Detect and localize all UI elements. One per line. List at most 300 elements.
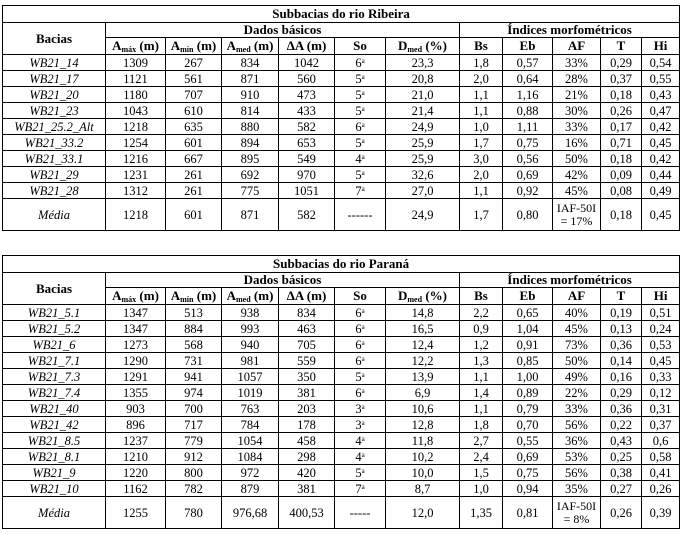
so-ordinal: a — [361, 104, 365, 113]
bs-cell: 1,1 — [460, 369, 503, 385]
so-value: 7 — [355, 183, 362, 198]
eb-cell: 1,00 — [503, 369, 553, 385]
so-ordinal: a — [361, 168, 365, 177]
bs-cell: 1,0 — [460, 119, 503, 135]
table-row — [3, 119, 680, 135]
af-cell: 36% — [553, 433, 601, 449]
amax-cell: 1216 — [106, 151, 166, 167]
so-value: 5 — [355, 71, 362, 86]
mean-t-cell: 0,26 — [601, 497, 642, 529]
table-row — [3, 449, 680, 465]
so-ordinal: a — [361, 418, 365, 427]
basin-name-cell: WB21_14 — [3, 55, 106, 71]
so-ordinal: a — [361, 88, 365, 97]
amax-cell: 1355 — [106, 385, 166, 401]
eb-cell: 0,57 — [503, 55, 553, 71]
amed-cell: 981 — [222, 353, 279, 369]
col-header-amed: $A_{med}$ (m) — [222, 288, 279, 305]
basin-name-cell: WB21_28 — [3, 183, 106, 199]
da-cell: 559 — [279, 353, 335, 369]
af-cell: 53% — [553, 449, 601, 465]
mean-bs-cell: 1,7 — [460, 199, 503, 231]
amed-cell: 938 — [222, 305, 279, 321]
basin-name-cell: WB21_6 — [3, 337, 106, 353]
col-header-amax: $A_{máx}$ (m) — [106, 38, 166, 55]
t-cell: 0,08 — [601, 183, 642, 199]
bs-cell: 2,0 — [460, 167, 503, 183]
da-cell: 473 — [279, 87, 335, 103]
mean-so-cell: ----- — [335, 497, 386, 529]
eb-cell: 0,65 — [503, 305, 553, 321]
af-cell: 21% — [553, 87, 601, 103]
af-cell: 33% — [553, 401, 601, 417]
amax-cell: 896 — [106, 417, 166, 433]
t-cell: 0,16 — [601, 369, 642, 385]
basin-name-cell: WB21_5.2 — [3, 321, 106, 337]
amed-cell: 1019 — [222, 385, 279, 401]
af-cell: 45% — [553, 183, 601, 199]
so-cell — [335, 433, 386, 449]
eb-cell: 0,91 — [503, 337, 553, 353]
so-value: 5 — [355, 135, 362, 150]
col-header-bs: Bs — [460, 38, 503, 55]
col-header-af: AF — [553, 38, 601, 55]
hi-cell: 0,6 — [642, 433, 680, 449]
dmed-cell: 32,6 — [386, 167, 460, 183]
group-header-indices: Índices morfométricos — [460, 273, 680, 288]
bs-cell: 3,0 — [460, 151, 503, 167]
so-cell — [335, 151, 386, 167]
so-ordinal: a — [361, 338, 365, 347]
dmed-cell: 21,4 — [386, 103, 460, 119]
amed-cell: 784 — [222, 417, 279, 433]
basin-name-cell: WB21_23 — [3, 103, 106, 119]
col-header-amin: $A_{mín}$ (m) — [166, 38, 222, 55]
amin-cell: 707 — [166, 87, 222, 103]
eb-cell: 0,94 — [503, 481, 553, 497]
hi-cell: 0,43 — [642, 87, 680, 103]
amax-cell: 1290 — [106, 353, 166, 369]
table-row — [3, 337, 680, 353]
amax-cell: 1254 — [106, 135, 166, 151]
col-header-bs: Bs — [460, 288, 503, 305]
so-value: 4 — [355, 449, 362, 464]
af-cell: 40% — [553, 305, 601, 321]
da-cell: 350 — [279, 369, 335, 385]
dmed-cell: 20,8 — [386, 71, 460, 87]
eb-cell: 0,70 — [503, 417, 553, 433]
amax-cell: 1291 — [106, 369, 166, 385]
so-cell — [335, 167, 386, 183]
so-cell — [335, 417, 386, 433]
bs-cell: 1,1 — [460, 87, 503, 103]
hi-cell: 0,24 — [642, 321, 680, 337]
t-cell: 0,17 — [601, 119, 642, 135]
bs-cell: 2,4 — [460, 449, 503, 465]
table-row — [3, 135, 680, 151]
bs-cell: 1,7 — [460, 135, 503, 151]
amax-cell: 1210 — [106, 449, 166, 465]
mean-amax-cell: 1218 — [106, 199, 166, 231]
t-cell: 0,29 — [601, 55, 642, 71]
amed-cell: 775 — [222, 183, 279, 199]
hi-cell: 0,51 — [642, 305, 680, 321]
hi-cell: 0,37 — [642, 417, 680, 433]
eb-cell: 0,92 — [503, 183, 553, 199]
col-header-bacias: Bacias — [3, 273, 106, 305]
dmed-cell: 6,9 — [386, 385, 460, 401]
hi-cell: 0,45 — [642, 353, 680, 369]
basin-name-cell: WB21_20 — [3, 87, 106, 103]
amin-cell: 561 — [166, 71, 222, 87]
so-value: 5 — [355, 167, 362, 182]
da-cell: 381 — [279, 481, 335, 497]
so-value: 6 — [355, 305, 362, 320]
col-header-so: So — [335, 38, 386, 55]
table-row — [3, 369, 680, 385]
table-row — [3, 433, 680, 449]
t-cell: 0,38 — [601, 465, 642, 481]
af-cell: 45% — [553, 321, 601, 337]
t-cell: 0,13 — [601, 321, 642, 337]
so-ordinal: a — [361, 402, 365, 411]
so-ordinal: a — [361, 386, 365, 395]
so-ordinal: a — [361, 450, 365, 459]
basin-name-cell: WB21_29 — [3, 167, 106, 183]
hi-cell: 0,42 — [642, 151, 680, 167]
bs-cell: 2,7 — [460, 433, 503, 449]
da-cell: 381 — [279, 385, 335, 401]
t-cell: 0,26 — [601, 103, 642, 119]
col-header-amax: $A_{máx}$ (m) — [106, 288, 166, 305]
mean-bs-cell: 1,35 — [460, 497, 503, 529]
mean-t-cell: 0,18 — [601, 199, 642, 231]
so-value: 6 — [355, 337, 362, 352]
col-header-hi: Hi — [642, 38, 680, 55]
group-header-indices: Índices morfométricos — [460, 23, 680, 38]
amax-cell: 1273 — [106, 337, 166, 353]
so-value: 3 — [355, 401, 362, 416]
basin-name-cell: WB21_8.1 — [3, 449, 106, 465]
eb-cell: 1,11 — [503, 119, 553, 135]
bs-cell: 2,0 — [460, 71, 503, 87]
eb-cell: 0,64 — [503, 71, 553, 87]
af-cell: 56% — [553, 417, 601, 433]
mean-af-cell: IAF-50I = 17% — [553, 199, 601, 231]
eb-cell: 0,75 — [503, 135, 553, 151]
eb-cell: 0,56 — [503, 151, 553, 167]
mean-row — [3, 199, 680, 231]
so-ordinal: a — [361, 482, 365, 491]
dmed-cell: 27,0 — [386, 183, 460, 199]
af-cell: 22% — [553, 385, 601, 401]
mean-dmed-cell: 12,0 — [386, 497, 460, 529]
da-cell: 203 — [279, 401, 335, 417]
so-cell — [335, 401, 386, 417]
bs-cell: 1,0 — [460, 481, 503, 497]
hi-cell: 0,12 — [642, 385, 680, 401]
basin-name-cell: WB21_33.2 — [3, 135, 106, 151]
da-cell: 549 — [279, 151, 335, 167]
col-header-amed: $A_{med}$ (m) — [222, 38, 279, 55]
hi-cell: 0,44 — [642, 167, 680, 183]
da-cell: 560 — [279, 71, 335, 87]
table-row — [3, 353, 680, 369]
bs-cell: 1,2 — [460, 337, 503, 353]
mean-dmed-cell: 24,9 — [386, 199, 460, 231]
mean-eb-cell: 0,81 — [503, 497, 553, 529]
da-cell: 463 — [279, 321, 335, 337]
da-cell: 178 — [279, 417, 335, 433]
af-cell: 35% — [553, 481, 601, 497]
so-value: 6 — [355, 55, 362, 70]
so-cell — [335, 465, 386, 481]
dmed-cell: 21,0 — [386, 87, 460, 103]
table-row — [3, 385, 680, 401]
af-cell: 33% — [553, 119, 601, 135]
dmed-cell: 12,2 — [386, 353, 460, 369]
so-cell — [335, 71, 386, 87]
basin-name-cell: WB21_7.3 — [3, 369, 106, 385]
amed-cell: 940 — [222, 337, 279, 353]
basin-name-cell: WB21_8.5 — [3, 433, 106, 449]
mean-amax-cell: 1255 — [106, 497, 166, 529]
so-cell — [335, 353, 386, 369]
t-cell: 0,36 — [601, 337, 642, 353]
da-cell: 298 — [279, 449, 335, 465]
col-header-hi: Hi — [642, 288, 680, 305]
bs-cell: 1,5 — [460, 465, 503, 481]
af-cell: 42% — [553, 167, 601, 183]
hi-cell: 0,58 — [642, 449, 680, 465]
mean-row — [3, 497, 680, 529]
amin-cell: 782 — [166, 481, 222, 497]
t-cell: 0,19 — [601, 305, 642, 321]
bs-cell: 0,9 — [460, 321, 503, 337]
so-ordinal: a — [361, 136, 365, 145]
amed-cell: 692 — [222, 167, 279, 183]
col-header-so: So — [335, 288, 386, 305]
amed-cell: 880 — [222, 119, 279, 135]
dmed-cell: 10,2 — [386, 449, 460, 465]
hi-cell: 0,49 — [642, 183, 680, 199]
t-cell: 0,29 — [601, 385, 642, 401]
dmed-cell: 24,9 — [386, 119, 460, 135]
t-cell: 0,18 — [601, 87, 642, 103]
amin-cell: 941 — [166, 369, 222, 385]
col-header-eb: Eb — [503, 38, 553, 55]
hi-cell: 0,54 — [642, 55, 680, 71]
dmed-cell: 14,8 — [386, 305, 460, 321]
col-header-delta-a: ΔA (m) — [279, 288, 335, 305]
so-value: 6 — [355, 119, 362, 134]
dmed-cell: 12,8 — [386, 417, 460, 433]
so-value: 4 — [355, 151, 362, 166]
so-value: 3 — [355, 417, 362, 432]
dmed-cell: 10,0 — [386, 465, 460, 481]
mean-amin-cell: 601 — [166, 199, 222, 231]
amed-cell: 1054 — [222, 433, 279, 449]
so-ordinal: a — [361, 56, 365, 65]
dmed-cell: 23,3 — [386, 55, 460, 71]
table-row — [3, 465, 680, 481]
col-header-t: T — [601, 38, 642, 55]
so-ordinal: a — [361, 322, 365, 331]
dmed-cell: 11,8 — [386, 433, 460, 449]
bs-cell: 1,1 — [460, 183, 503, 199]
so-value: 5 — [355, 87, 362, 102]
amax-cell: 1347 — [106, 305, 166, 321]
amin-cell: 267 — [166, 55, 222, 71]
so-cell — [335, 55, 386, 71]
bs-cell: 1,4 — [460, 385, 503, 401]
table-row — [3, 481, 680, 497]
col-header-t: T — [601, 288, 642, 305]
amax-cell: 1043 — [106, 103, 166, 119]
mean-amed-cell: 871 — [222, 199, 279, 231]
eb-cell: 0,89 — [503, 385, 553, 401]
amed-cell: 895 — [222, 151, 279, 167]
bs-cell: 1,3 — [460, 353, 503, 369]
col-header-delta-a: ΔA (m) — [279, 38, 335, 55]
t-cell: 0,09 — [601, 167, 642, 183]
amed-cell: 972 — [222, 465, 279, 481]
amax-cell: 1347 — [106, 321, 166, 337]
basin-name-cell: WB21_33.1 — [3, 151, 106, 167]
amin-cell: 568 — [166, 337, 222, 353]
table-row — [3, 151, 680, 167]
basin-name-cell: WB21_7.1 — [3, 353, 106, 369]
table-row — [3, 71, 680, 87]
amin-cell: 884 — [166, 321, 222, 337]
hi-cell: 0,31 — [642, 401, 680, 417]
amin-cell: 912 — [166, 449, 222, 465]
group-header-basic: Dados básicos — [106, 23, 460, 38]
table-row — [3, 55, 680, 71]
amed-cell: 871 — [222, 71, 279, 87]
amin-cell: 800 — [166, 465, 222, 481]
af-cell: 50% — [553, 353, 601, 369]
af-cell: 49% — [553, 369, 601, 385]
basin-name-cell: WB21_10 — [3, 481, 106, 497]
t-cell: 0,18 — [601, 151, 642, 167]
amin-cell: 717 — [166, 417, 222, 433]
so-value: 5 — [355, 465, 362, 480]
amax-cell: 1162 — [106, 481, 166, 497]
eb-cell: 0,55 — [503, 433, 553, 449]
t-cell: 0,71 — [601, 135, 642, 151]
so-cell — [335, 87, 386, 103]
eb-cell: 0,69 — [503, 167, 553, 183]
af-cell: 28% — [553, 71, 601, 87]
so-cell — [335, 321, 386, 337]
t-cell: 0,43 — [601, 433, 642, 449]
amed-cell: 814 — [222, 103, 279, 119]
t-cell: 0,37 — [601, 71, 642, 87]
t-cell: 0,14 — [601, 353, 642, 369]
amin-cell: 635 — [166, 119, 222, 135]
amed-cell: 1057 — [222, 369, 279, 385]
so-ordinal: a — [361, 152, 365, 161]
da-cell: 458 — [279, 433, 335, 449]
dmed-cell: 13,9 — [386, 369, 460, 385]
af-cell: 56% — [553, 465, 601, 481]
so-cell — [335, 449, 386, 465]
so-ordinal: a — [361, 370, 365, 379]
so-cell — [335, 481, 386, 497]
amax-cell: 1121 — [106, 71, 166, 87]
so-ordinal: a — [361, 354, 365, 363]
basin-name-cell: WB21_7.4 — [3, 385, 106, 401]
basin-name-cell: WB21_25.2_Alt — [3, 119, 106, 135]
da-cell: 420 — [279, 465, 335, 481]
amax-cell: 1218 — [106, 119, 166, 135]
dmed-cell: 25,9 — [386, 135, 460, 151]
table-row — [3, 87, 680, 103]
eb-cell: 0,79 — [503, 401, 553, 417]
mean-label-cell: Média — [3, 199, 106, 231]
table-row — [3, 103, 680, 119]
table-row — [3, 305, 680, 321]
t-cell: 0,36 — [601, 401, 642, 417]
mean-eb-cell: 0,80 — [503, 199, 553, 231]
af-cell: 33% — [553, 55, 601, 71]
eb-cell: 0,69 — [503, 449, 553, 465]
col-header-af: AF — [553, 288, 601, 305]
bs-cell: 1,1 — [460, 103, 503, 119]
table-row — [3, 183, 680, 199]
hi-cell: 0,26 — [642, 481, 680, 497]
amax-cell: 1312 — [106, 183, 166, 199]
table-row — [3, 401, 680, 417]
basin-name-cell: WB21_40 — [3, 401, 106, 417]
basin-name-cell: WB21_17 — [3, 71, 106, 87]
so-ordinal: a — [361, 72, 365, 81]
so-cell — [335, 385, 386, 401]
hi-cell: 0,42 — [642, 119, 680, 135]
parana-table — [2, 255, 680, 529]
t-cell: 0,27 — [601, 481, 642, 497]
amax-cell: 1180 — [106, 87, 166, 103]
so-ordinal: a — [361, 306, 365, 315]
mean-amed-cell: 976,68 — [222, 497, 279, 529]
da-cell: 582 — [279, 119, 335, 135]
af-cell: 73% — [553, 337, 601, 353]
da-cell: 653 — [279, 135, 335, 151]
dmed-cell: 8,7 — [386, 481, 460, 497]
group-header-basic: Dados básicos — [106, 273, 460, 288]
hi-cell: 0,41 — [642, 465, 680, 481]
bs-cell: 1,8 — [460, 417, 503, 433]
amed-cell: 1084 — [222, 449, 279, 465]
mean-da-cell: 400,53 — [279, 497, 335, 529]
af-cell: 16% — [553, 135, 601, 151]
bs-cell: 1,8 — [460, 55, 503, 71]
so-cell — [335, 183, 386, 199]
so-ordinal: a — [361, 434, 365, 443]
amed-cell: 894 — [222, 135, 279, 151]
mean-af-cell: IAF-50I = 8% — [553, 497, 601, 529]
da-cell: 705 — [279, 337, 335, 353]
table-row — [3, 321, 680, 337]
so-value: 6 — [355, 321, 362, 336]
amin-cell: 610 — [166, 103, 222, 119]
amin-cell: 731 — [166, 353, 222, 369]
so-value: 6 — [355, 385, 362, 400]
so-ordinal: a — [361, 184, 365, 193]
amed-cell: 834 — [222, 55, 279, 71]
mean-da-cell: 582 — [279, 199, 335, 231]
